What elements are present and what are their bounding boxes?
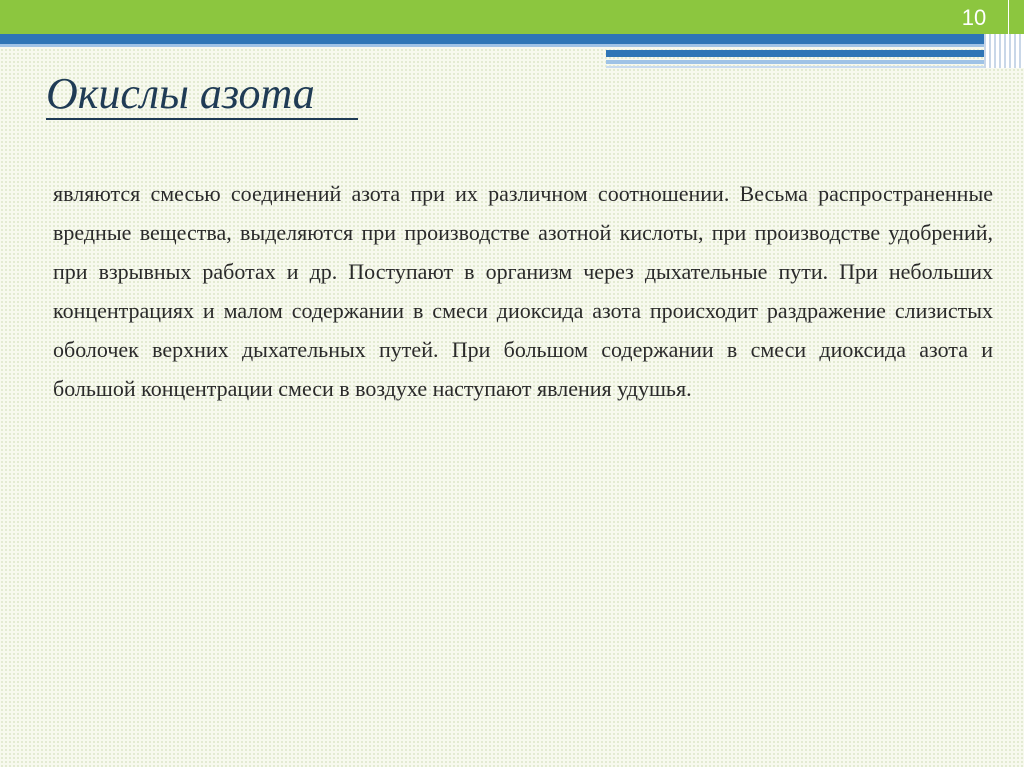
header-green-bar: [0, 0, 1024, 34]
header-right-accent-bar-light: [606, 60, 1008, 64]
header-right-accent-bar: [606, 50, 1008, 57]
slide-number: 10: [961, 5, 987, 30]
slide-body-text: являются смесью соединений азота при их различном соотношении. Весьма распространенные вредные вещества, выделяются при производстве азотной кислоты, при производстве удобрений, при взрывных работах и др. Поступают в организм через дыхательные пути. При небольших концентрациях и малом содержании в смеси диоксида азота происходит раздражение слизистых оболочек верхних дыхательных путей. При большом содержании в смеси диоксида азота и большой концентрации смеси в воздухе наступают явления удушья.: [53, 181, 993, 401]
slide-title: Окислы азота: [46, 69, 315, 118]
title-underline: [46, 118, 358, 120]
header-stripes-decoration: [984, 34, 1024, 68]
header-divider-line: [1008, 0, 1009, 64]
header-blue-thin-bar: [0, 44, 1008, 47]
header-right-accent-bar-faint: [606, 66, 1008, 68]
header-blue-bar: [0, 34, 1008, 44]
